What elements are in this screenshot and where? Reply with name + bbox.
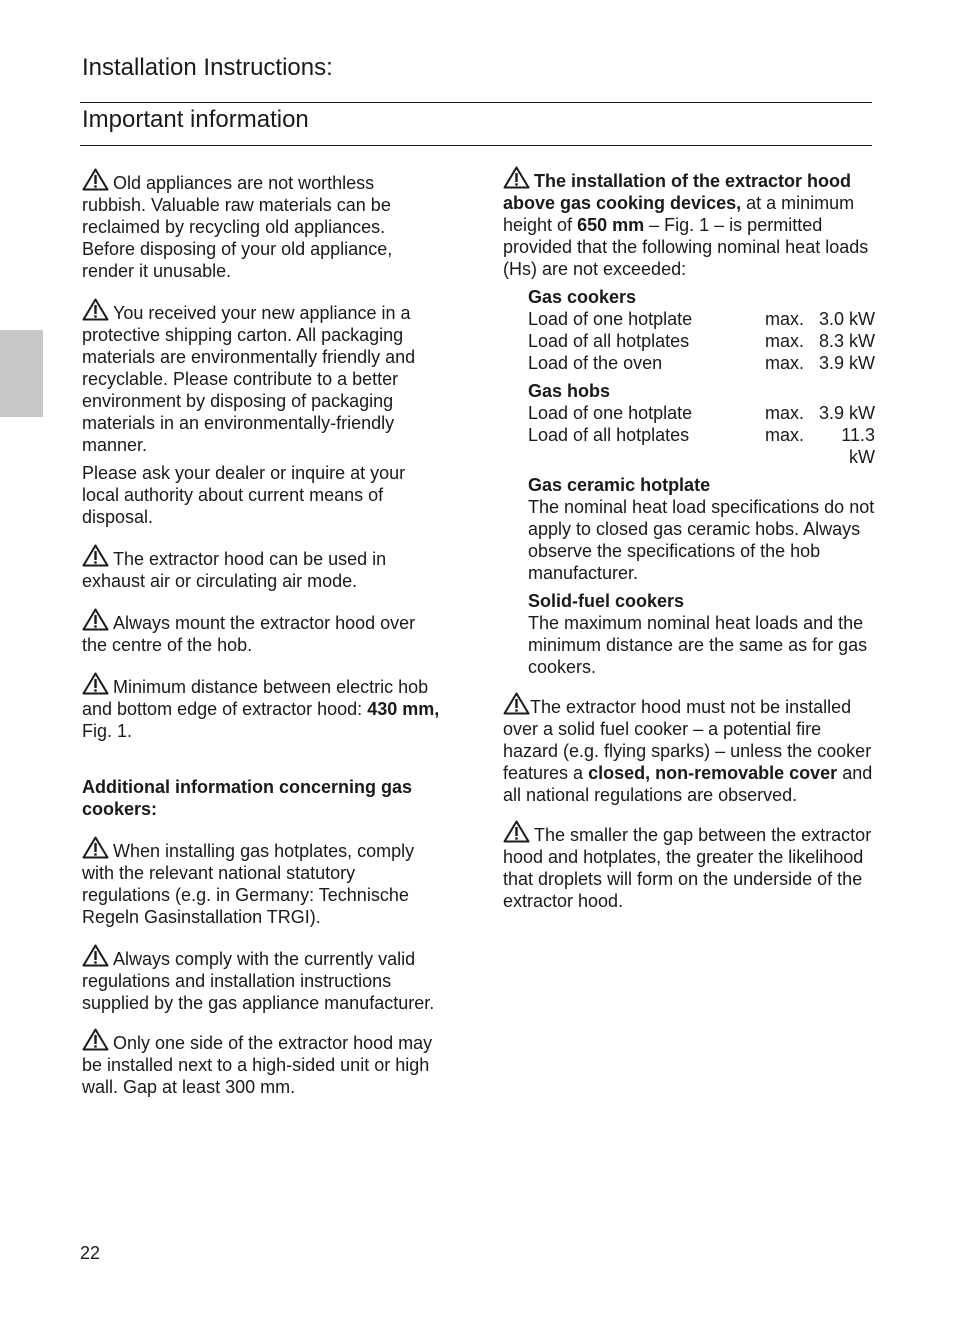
warning-triangle-icon bbox=[82, 944, 109, 967]
document-header: Installation Instructions: bbox=[82, 54, 333, 81]
warning-triangle-icon bbox=[82, 544, 109, 567]
gas-hobs-heading: Gas hobs bbox=[528, 381, 611, 401]
spec-row: Load of all hotplates max. 8.3 kW bbox=[528, 331, 875, 351]
warning-triangle-icon bbox=[82, 836, 109, 859]
solid-fuel-heading: Solid-fuel cookers bbox=[528, 591, 685, 611]
gas-ceramic-text: The nominal heat load specifications do not apply to closed gas ceramic hobs. Always observe the specifications of the hob manufacturer. bbox=[528, 497, 875, 583]
solid-fuel-spec bbox=[503, 590, 875, 678]
mount-centre-note: Always mount the extractor hood over the centre of the hob. bbox=[82, 608, 442, 656]
warning-triangle-icon bbox=[82, 1028, 109, 1051]
warning-triangle-icon bbox=[503, 166, 530, 189]
gas-regulations-note: When installing gas hotplates, comply with the relevant national statutory regulations (e.g. in Germany: Technische Regeln Gasinstallation TRGI). bbox=[82, 836, 442, 928]
warning-triangle-icon bbox=[503, 820, 530, 843]
warning-triangle-icon bbox=[82, 298, 109, 321]
spec-row: Load of one hotplate max. 3.9 kW bbox=[528, 403, 875, 423]
warning-triangle-icon bbox=[82, 608, 109, 631]
warning-triangle-icon bbox=[503, 692, 530, 715]
header-rule-bottom bbox=[80, 145, 872, 146]
gas-ceramic-heading: Gas ceramic hotplate bbox=[528, 475, 711, 495]
min-distance-value: 430 mm, bbox=[367, 699, 440, 719]
gas-ceramic-spec bbox=[503, 474, 875, 584]
gas-installation-intro: The installation of the extractor hood above gas cooking devices, at a minimum height of 650 mm – Fig. 1 – is permitted provided that the following nominal heat loads (Hs) are not exceeded: bbox=[503, 166, 875, 280]
high-wall-note: Only one side of the extractor hood may be installed next to a high-sided unit or high wall. Gap at least 300 mm. bbox=[82, 1028, 442, 1098]
header-rule-top bbox=[80, 102, 872, 103]
manufacturer-instructions-note: Always comply with the currently valid regulations and installation instructions supplied by the gas appliance manufacturer. bbox=[82, 944, 442, 1014]
warning-triangle-icon bbox=[82, 168, 109, 191]
gas-cookers-heading: Gas cookers bbox=[528, 287, 637, 307]
gas-cookers-spec bbox=[503, 286, 875, 374]
spec-row: Load of the oven max. 3.9 kW bbox=[528, 353, 875, 373]
gas-cookers-heading: Additional information concerning gas cookers: bbox=[82, 777, 413, 819]
solid-fuel-warning: The extractor hood must not be installed over a solid fuel cooker – a potential fire hazard (e.g. flying sparks) – unless the cooker features a closed, non-removable cover and all national regulations are observed. bbox=[503, 692, 875, 806]
spec-row: Load of all hotplates max. 11.3 kW bbox=[528, 425, 875, 467]
solid-fuel-text: The maximum nominal heat loads and the minimum distance are the same as for gas cookers. bbox=[528, 613, 868, 677]
min-distance-note: Minimum distance between electric hob and bottom edge of extractor hood: 430 mm, Fig. 1. bbox=[82, 672, 442, 742]
recycling-note: Old appliances are not worthless rubbish. Valuable raw materials can be reclaimed by recycling old appliances. Before disposing of your old appliance, render it unusable. bbox=[82, 168, 442, 282]
gas-hobs-spec bbox=[503, 380, 875, 468]
air-mode-note: The extractor hood can be used in exhaust air or circulating air mode. bbox=[82, 544, 442, 592]
left-column bbox=[82, 168, 442, 1098]
disposal-note: Please ask your dealer or inquire at your local authority about current means of disposal. bbox=[82, 463, 406, 527]
right-column bbox=[503, 166, 875, 912]
min-height-value: 650 mm bbox=[577, 215, 645, 235]
section-title: Important information bbox=[82, 106, 309, 133]
spec-row: Load of one hotplate max. 3.0 kW bbox=[528, 309, 875, 329]
page-number: 22 bbox=[80, 1243, 101, 1263]
packaging-note: You received your new appliance in a protective shipping carton. All packaging materials are environmentally friendly and recyclable. Please contribute to a better environment by disposing of packaging materials in an environmentally-friendly manner. bbox=[82, 298, 442, 456]
warning-triangle-icon bbox=[82, 672, 109, 695]
section-tab-marker bbox=[0, 330, 43, 417]
droplets-warning: The smaller the gap between the extractor hood and hotplates, the greater the likelihood that droplets will form on the underside of the extractor hood. bbox=[503, 820, 875, 912]
